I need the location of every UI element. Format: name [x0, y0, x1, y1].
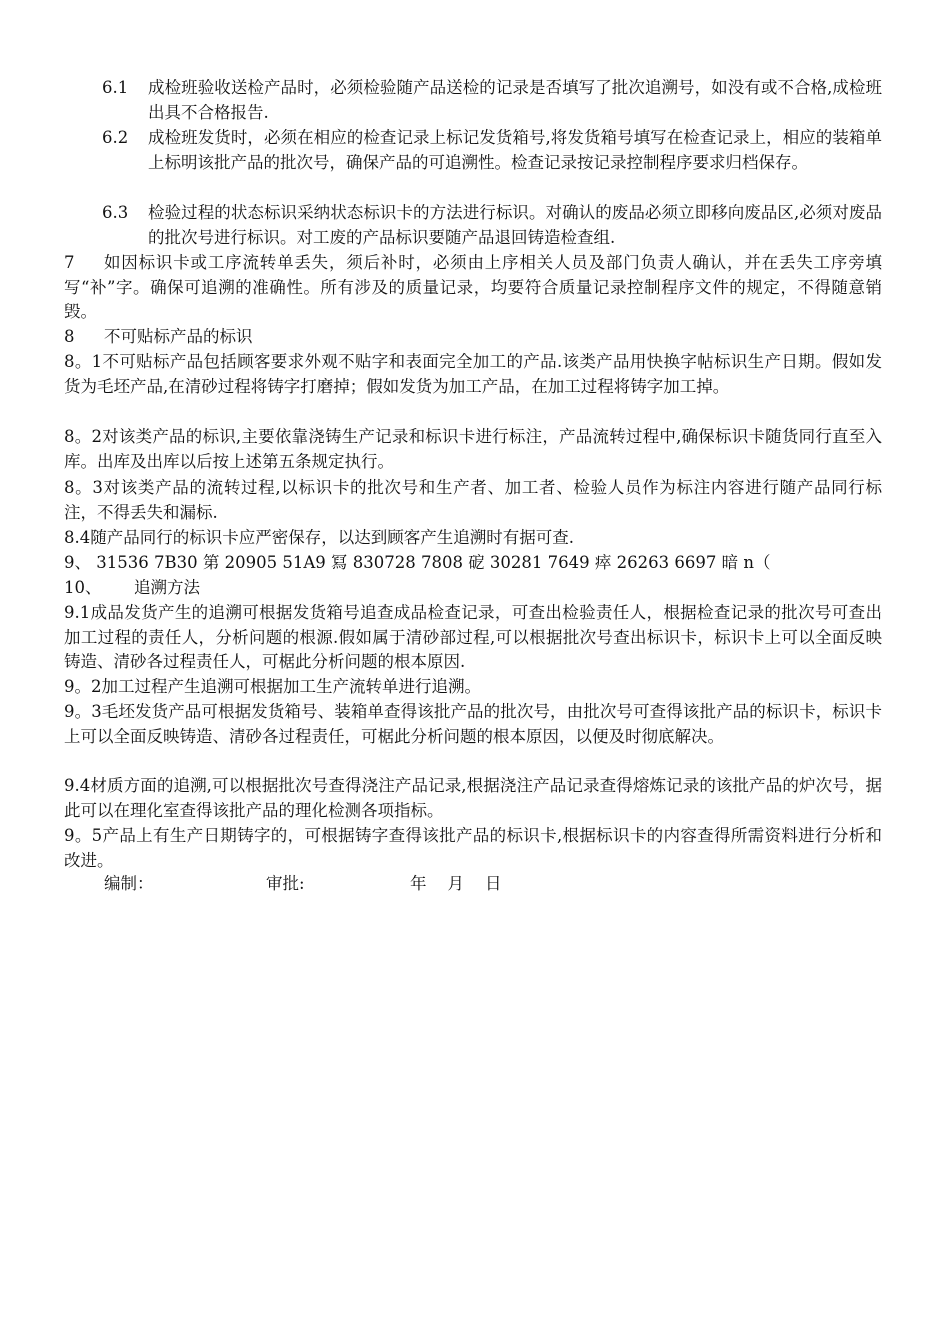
section-9-5: 9。5产品上有生产日期铸字的，可根据铸字查得该批产品的标识卡,根据标识卡的内容查得所需资料进行分析和改进。	[64, 826, 882, 870]
section-8-heading	[64, 325, 882, 350]
section-7	[64, 251, 882, 325]
editor-label: 编制：	[104, 874, 154, 893]
section-8-4: 8.4随产品同行的标识卡应严密保存，以达到顾客产生追溯时有据可查.	[64, 528, 574, 547]
section-number: 10、	[64, 578, 102, 597]
section-heading-text: 不可贴标产品的标识	[104, 327, 253, 346]
section-6-3	[102, 201, 882, 250]
section-9-2: 9。2加工过程产生追溯可根据加工生产流转单进行追溯。	[64, 677, 481, 696]
section-8-3: 8。3对该类产品的流转过程,以标识卡的批次号和生产者、加工者、检验人员作为标注内容进行随产品同行标注，不得丢失和漏标.	[64, 478, 882, 522]
section-9-3: 9。3毛坯发货产品可根据发货箱号、装箱单查得该批产品的批次号，由批次号可查得该批产品的标识卡，标识卡上可以全面反映铸造、清砂各过程责任，可椐此分析问题的根本原因，以便及时彻底解决。	[64, 702, 882, 746]
section-text: 如因标识卡或工序流转单丢失，须后补时，必须由上序相关人员及部门负责人确认，并在丢失工序旁填写“补”字。确保可追溯的准确性。所有涉及的质量记录，均要符合质量记录控制程序文件的规定，不得随意销毁。	[64, 253, 882, 321]
section-9-1: 9.1成品发货产生的追溯可根据发货箱号追查成品检查记录，可查出检验责任人，根据检查记录的批次号可查出加工过程的责任人，分析问题的根源.假如属于清砂部过程,可以根据批次号查出标识卡，标识卡上可以全面反映铸造、清砂各过程责任人，可椐此分析问题的根本原因.	[64, 603, 882, 671]
section-8-2: 8。2对该类产品的标识,主要依靠浇铸生产记录和标识卡进行标注，产品流转过程中,确保标识卡随货同行直至入库。出库及出库以后按上述第五条规定执行。	[64, 427, 882, 471]
section-text: 检验过程的状态标识采纳状态标识卡的方法进行标识。对确认的废品必须立即移向废品区,必须对废品的批次号进行标识。对工废的产品标识要随产品退回铸造检查组.	[148, 203, 882, 247]
section-9-garbled: 9、 31536 7B30 第 20905 51A9 冩 830728 7808 砨 30281 7649 瘁 26263 6697 暗 n（	[64, 553, 771, 572]
section-10-heading	[64, 576, 882, 601]
section-text: 成检班验收送检产品时，必须检验随产品送检的记录是否填写了批次追溯号，如没有或不合格,成检班出具不合格报告.	[148, 78, 882, 122]
section-number: 6.2	[102, 128, 129, 147]
section-8-1: 8。1不可贴标产品包括顾客要求外观不贴字和表面完全加工的产品.该类产品用快换字帖标识生产日期。假如发货为毛坯产品,在清砂过程将铸字打磨掉；假如发货为加工产品，在加工过程将铸字加工掉。	[64, 352, 882, 396]
section-text: 成检班发货时，必须在相应的检查记录上标记发货箱号,将发货箱号填写在检查记录上，相应的装箱单上标明该批产品的批次号，确保产品的可追溯性。检查记录按记录控制程序要求归档保存。	[148, 128, 882, 172]
section-6-1	[102, 76, 882, 125]
date-label: 年 月 日	[410, 874, 502, 893]
section-number: 7	[64, 253, 75, 272]
section-9-4: 9.4材质方面的追溯,可以根据批次号查得浇注产品记录,根据浇注产品记录查得熔炼记录的该批产品的炉次号，据此可以在理化室查得该批产品的理化检测各项指标。	[64, 776, 882, 820]
approver-label: 审批:	[266, 874, 305, 893]
section-number: 6.1	[102, 78, 129, 97]
section-number: 6.3	[102, 203, 129, 222]
section-number: 8	[64, 327, 75, 346]
section-heading-text: 追溯方法	[134, 578, 200, 597]
section-6-2	[102, 126, 882, 175]
